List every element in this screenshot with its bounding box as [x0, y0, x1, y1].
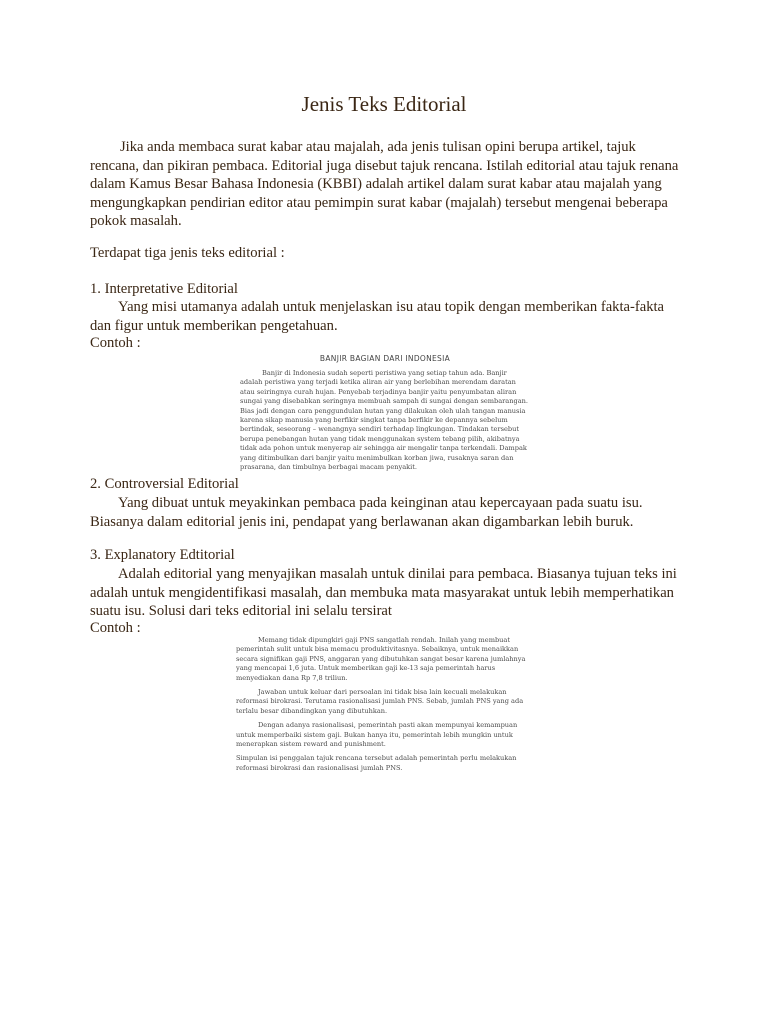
section-text-controversial: Yang dibuat untuk meyakinkan pembaca pada keinginan atau kepercayaan pada suatu isu. Biasanya dalam editorial jenis ini, pendapat yang berlawanan akan digambarkan lebih buruk. [90, 495, 643, 530]
example-pns-paragraph: Memang tidak dipungkiri gaji PNS sangatlah rendah. Inilah yang membuat pemerintah sulit untuk bisa memacu produktivitasnya. Sebaiknya, untuk menaikkan secara signifikan gaji PNS, anggaran yang dibutuhkan sangat besar karena jumlahnya yang mencapai 1,6 juta. Untuk memberikan gaji ke-13 saja pemerintah harus menyediakan dana Rp 7,8 triliun. [236, 636, 526, 682]
section-heading-interpretative: 1. Interpretative Editorial [90, 281, 238, 297]
section-heading-controversial: 2. Controversial Editorial [90, 476, 239, 492]
section-heading-explanatory: 3. Explanatory Edtitorial [90, 547, 235, 563]
example-pns-paragraph: Simpulan isi penggalan tajuk rencana tersebut adalah pemerintah perlu melakukan reformasi birokrasi dan rasionalisasi jumlah PNS. [236, 754, 517, 772]
example-image-banjir [240, 354, 530, 472]
example-label-2: Contoh : [90, 620, 141, 636]
example-image-body: Banjir di Indonesia sudah seperti peristiwa yang setiap tahun ada. Banjir adalah peristiwa yang terjadi ketika aliran air yang berlebihan merendam daratan atau seiringnya curah hujan. Penyebab terjadinya banjir yaitu penyumbatan aliran sungai yang disebabkan seringnya membuah sampah di sungai dengan sembarangan. Bias jadi dengan cara penggundulan hutan yang dilakukan oleh ulah tangan manusia karena sikap manusia yang berfikir singkat tanpa berfikir ke depannya sebelum bertindak, seseorang – wenangnya sendiri terhadap lingkungan. Tindakan tersebut berupa penebangan hutan yang tidak menggunakan system tebang pilih, akibatnya tidak ada pohon untuk menyerap air sehingga air mengalir tanpa terkendali. Dampak yang ditimbulkan dari banjir yaitu menimbulkan korban jiwa, rusaknya saran dan prasarana, dan timbulnya berbagai macam penyakit. [240, 369, 528, 472]
section-text-explanatory: Adalah editorial yang menyajikan masalah untuk dinilai para pembaca. Biasanya tujuan teks ini adalah untuk mengidentifikasi masalah, dan membuka mata masyarakat untuk lebih memperhatikan suatu isu. Solusi dari teks editorial ini selalu tersirat [90, 566, 677, 619]
example-label-1: Contoh : [90, 335, 141, 351]
lead-text: Terdapat tiga jenis teks editorial : [90, 245, 285, 261]
page-title: Jenis Teks Editorial [301, 92, 467, 116]
example-image-title: BANJIR BAGIAN DARI INDONESIA [319, 354, 451, 363]
example-image-pns [236, 636, 538, 786]
example-pns-paragraph: Jawaban untuk keluar dari persoalan ini tidak bisa lain kecuali melakukan reformasi birokrasi. Terutama rasionalisasi jumlah PNS. Sebab, jumlah PNS yang ada terlalu besar dibandingkan yang dibutuhkan. [236, 688, 524, 715]
section-text-interpretative: Yang misi utamanya adalah untuk menjelaskan isu atau topik dengan memberikan fakta-fakta dan figur untuk memberikan pengetahuan. [90, 299, 665, 334]
intro-paragraph: Jika anda membaca surat kabar atau majalah, ada jenis tulisan opini berupa artikel, tajuk rencana, dan pikiran pembaca. Editorial juga disebut tajuk rencana. Istilah editorial atau tajuk renana dalam Kamus Besar Bahasa Indonesia (KBBI) adalah artikel dalam surat kabar atau majalah yang mengungkapkan pendirian editor atau pemimpin surat kabar (majalah) tersebut mengenai beberapa pokok masalah. [90, 139, 679, 229]
example-pns-paragraph: Dengan adanya rasionalisasi, pemerintah pasti akan mempunyai kemampuan untuk memperbaiki sistem gaji. Bukan hanya itu, pemerintah lebih mungkin untuk menerapkan sistem reward and punishment. [236, 721, 518, 749]
